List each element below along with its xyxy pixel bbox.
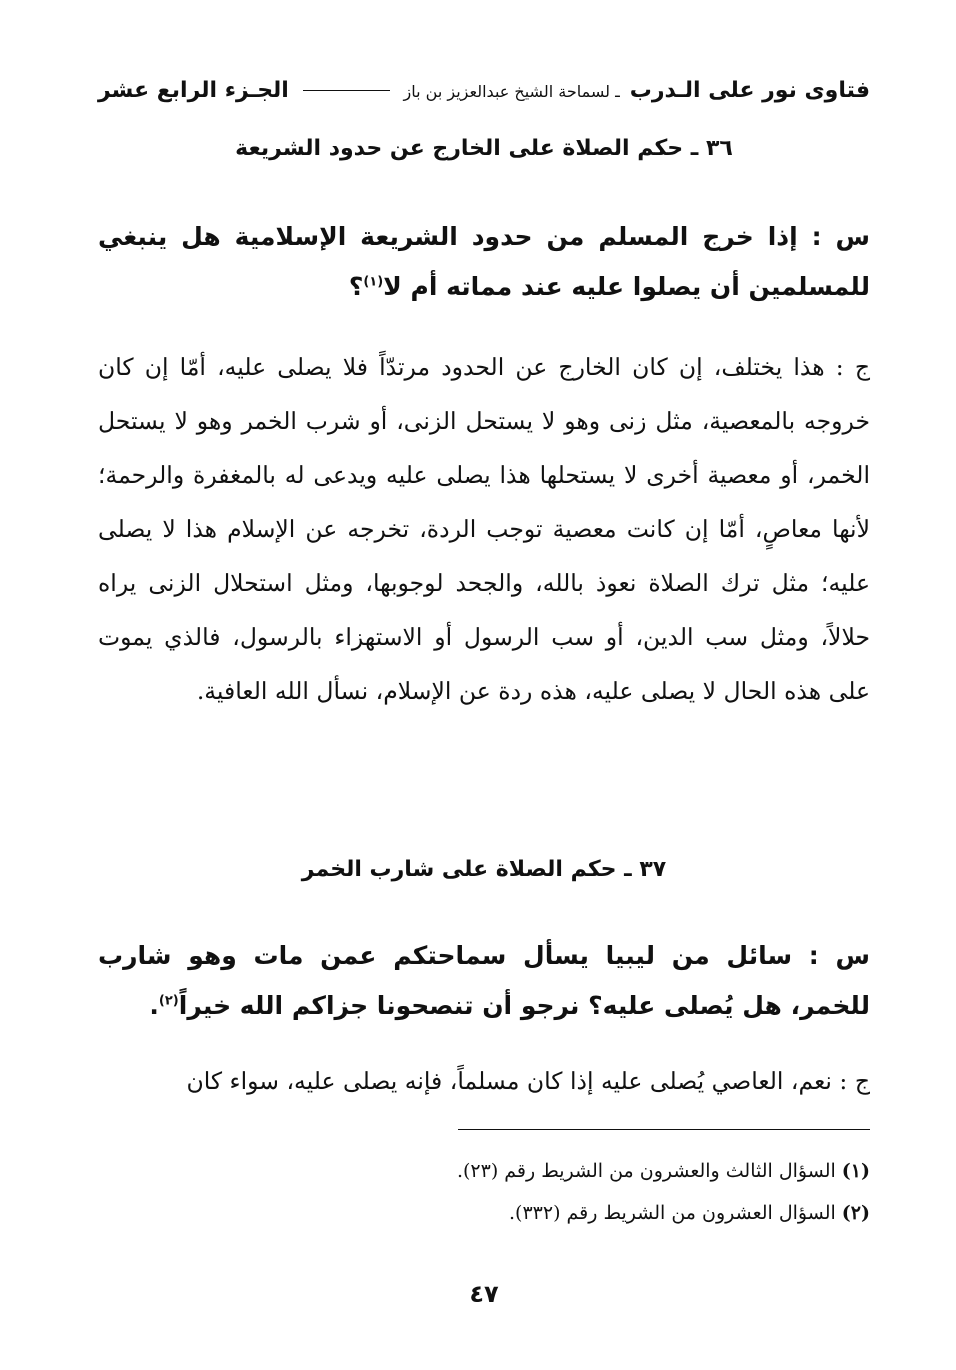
footnotes [98, 1150, 870, 1234]
series-title: فتاوى نور على الـدرب [629, 78, 870, 103]
question-text: س : سائل من ليبيا يسأل سماحتكم عمن مات وهو شارب للخمر، هل يُصلى عليه؟ نرجو أن تنصحونا جزاكم الله خيراً [98, 941, 870, 1020]
footnote-item [98, 1192, 870, 1234]
question-37 [98, 931, 870, 1031]
question-36 [98, 212, 870, 312]
header-rule [303, 90, 390, 91]
author-byline: ـ لسماحة الشيخ عبدالعزيز بن باز [403, 82, 620, 101]
footnote-number: (٢) [841, 1202, 870, 1224]
question-end: . [149, 991, 159, 1020]
document-page [98, 0, 870, 1370]
running-header [98, 78, 870, 103]
footnote-ref: (١) [363, 274, 384, 290]
footnote-text: السؤال الثالث والعشرون من الشريط رقم (٢٣). [456, 1160, 836, 1182]
footnote-item [98, 1150, 870, 1192]
section-heading-37: ٣٧ ـ حكم الصلاة على شارب الخمر [301, 857, 667, 882]
answer-36: ج : هذا يختلف، إن كان الخارج عن الحدود مرتدّاً فلا يصلى عليه، أمّا إن كان خروجه بالمعصية، مثل زنى وهو لا يستحل الزنى، أو شرب الخمر وهو لا يستحل الخمر، أو معصية أخرى لا يستحلها هذا يصلى عليه ويدعى له بالمغفرة والرحمة؛ لأنها معاصٍ، أمّا إن كانت معصية توجب الردة، تخرجه عن الإسلام هذا لا يصلى عليه؛ مثل ترك الصلاة نعوذ بالله، والجحد لوجوبها، ومثل استحلال الزنى يراه حلالاً، ومثل سب الدين، أو سب الرسول أو الاستهزاء بالرسول، فالذي يموت على هذه الحال لا يصلى عليه، هذه ردة عن الإسلام، نسأل الله العافية. [98, 353, 870, 705]
answer-37: ج : نعم، العاصي يُصلى عليه إذا كان مسلماً، فإنه يصلى عليه، سواء كان [186, 1067, 870, 1095]
question-end: ؟ [348, 272, 364, 301]
page-number: ٤٧ [469, 1280, 499, 1308]
question-text: س : إذا خرج المسلم من حدود الشريعة الإسلامية هل ينبغي للمسلمين أن يصلوا عليه عند مماته أم لا [98, 222, 870, 301]
footnote-number: (١) [841, 1160, 870, 1182]
section-heading-36: ٣٦ ـ حكم الصلاة على الخارج عن حدود الشريعة [235, 136, 733, 161]
volume-label: الجـزء الرابع عشر [98, 78, 289, 103]
footnote-separator [458, 1129, 870, 1130]
footnote-ref: (٢) [158, 993, 179, 1009]
footnote-text: السؤال العشرون من الشريط رقم (٣٣٢). [509, 1202, 836, 1224]
